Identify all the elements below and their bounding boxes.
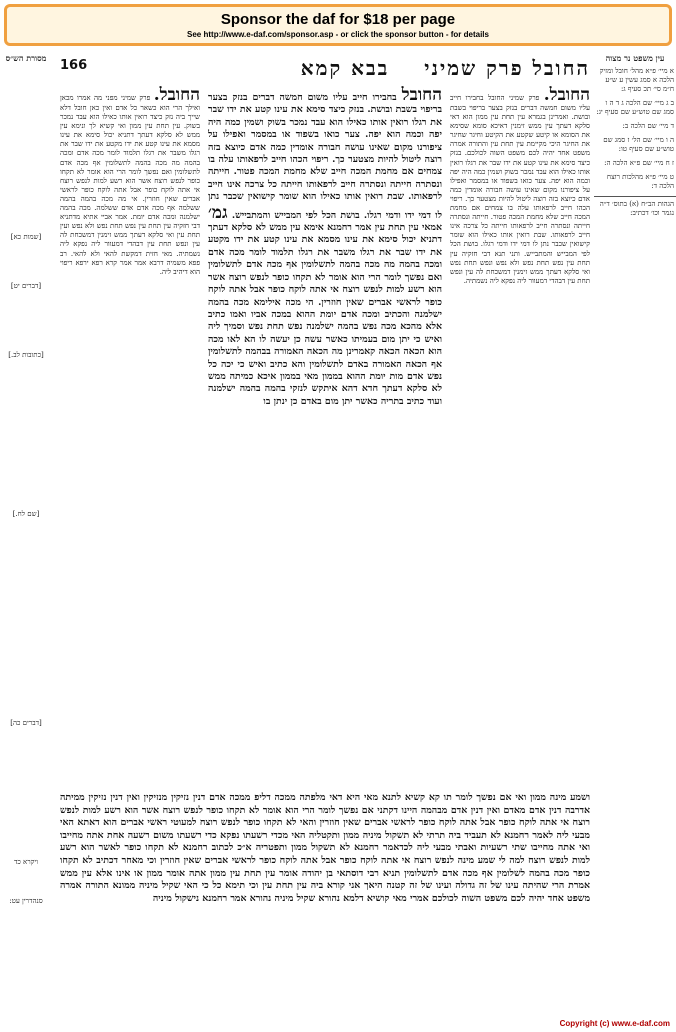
rashi-opening-word: החובל. <box>543 86 590 105</box>
margin-reference: [שם לח.] <box>12 510 40 518</box>
margin-reference: [דברים יט] <box>10 282 42 290</box>
tosafot-text: פרק שמיני מפני מה אמרו מכאן ואילך הרי הוא כשאר כל אדם ואין כאן חובל דלא שייך ביה נזק כיצד רואין אותו כאילו הוא עבד נמכר בשוק. עין תחת עין ממון ואי קשיא לך ונימא עין ממש לא סלקא דעתך דתניא יכול סימא את עינו מסמא את עינו קטע את ידו מקטע את ידו שבר את רגלו משבר את רגלו תלמוד לומר מכה אדם ומכה בהמה מה מכה בהמה לתשלומין אף מכה אדם לתשלומין ואם נפשך לומר הרי הוא אומר לא תקחו כופר לנפש רוצח אשר הוא רשע למות לנפש רוצח אי אתה לוקח כופר אבל אתה לוקח כופר לראשי אברים שאין חוזרין. אי מה מכה בהמה בהמה ששלמה אף מכה אדם אדם ששלמה. מכה בהמה ישלמנה ומכה אדם יומת. אמר אביי אתיא מדתניא דבי חזקיה עין תחת עין נפש תחת נפש ולא נפש ועין תחת עין ואי סלקא דעתך ממש זימנין דמשכחת לה עין ונפש תחת עין דבהדי דמעוור ליה נפקא ליה נשמתיה. מאי חזית דמקשת להאי ולא להאי. רב פפא משמיה דרבא אמר אמר קרא רפא ירפא ריפוי הוא דיהיב ליה. <box>60 94 200 276</box>
chapter-title <box>301 56 590 81</box>
margin-note: ה ו מיי׳ שם הל׳ ז סמג שם טוש״ע שם סעיף טו: <box>603 136 674 153</box>
margin-note: ב ג מיי׳ שם הלכה ג ד ה ו סמג שם טוש״ע שם סעיף יג: <box>596 99 674 116</box>
talmud-page <box>0 50 676 1032</box>
text-area <box>60 86 590 1011</box>
margin-reference: [כתובות לב.] <box>8 351 44 359</box>
masoret-hashas-margin <box>0 50 52 1015</box>
gemara-marker: גמ׳ <box>208 202 228 223</box>
margin-reference: [דברים כה] <box>10 719 42 727</box>
margin-note: ט מיי׳ פ״א מהלכות רוצח הלכה ד: <box>606 173 674 190</box>
chapter-name: החובל פרק שמיני <box>424 56 590 80</box>
gemara-text: אמאי עין תחת עין אמר רחמנא אימא עין ממש לא סלקא דעתך דתניא יכול סימא את עינו מסמא את עינו קטע את ידו מקטע את ידו שבר את רגלו משבר את רגלו תלמוד לומר מכה אדם ומכה בהמה מה מכה בהמה לתשלומין אף מכה אדם לתשלומין ואם נפשך לומר הרי הוא אומר לא תקחו כופר לנפש רוצח אשר הוא רשע למות לנפש רוצח אי אתה לוקח כופר אבל אתה לוקח כופר לראשי אברים שאין חוזרין. הי מכה אילימא מכה בהמה ישלמנה והכתיב ומכה אדם יומת ההוא במכה אביו ואמו כתיב אלא מהכא מכה נפש בהמה ישלמנה נפש תחת נפש וסמיך ליה ואיש כי יתן מום בעמיתו כאשר עשה כן יעשה לו הא לאו מכה הוא הכאה הכאה קאמרינן מה הכאה האמורה בבהמה לתשלומין אף הכאה האמורה באדם לתשלומין והא כתיב ואיש כי יכה כל נפש אדם מות יומת ההוא בממון מאי בממון איכא כמיתה ממש לא סלקא דעתך חדא דהא איתקש לנזקי בהמה בהמה ישלמנה ועוד כתיב בתריה כאשר יתן מום באדם כן ינתן בו <box>208 222 442 407</box>
margin-reference: [שמות כא] <box>10 233 42 241</box>
ein-mishpat-margin <box>594 50 676 1015</box>
masoret-header: מסורת הש״ס <box>5 53 47 63</box>
tosafot-opening-word: החובל. <box>153 86 200 105</box>
margin-reference: ויקרא כד <box>13 858 39 866</box>
copyright-notice: Copyright (c) www.e-daf.com <box>559 1019 670 1028</box>
margin-reference: סנהדרין עט: <box>9 897 43 905</box>
sponsor-banner[interactable] <box>4 4 672 46</box>
rashi-text: פרק שמיני החובל בחבירו חייב עליו משום חמשה דברים בנזק בצער בריפוי בשבת ובושת. ואמרינן בגמרא עין תחת עין ממון הוא דאי סלקא דעתך עין ממש זימנין דאיכא סומא שסימא את הסומא או קיטע שקטע את הקיטע וחיגר שחיגר את החיגר היכי מקיימת עין תחת עין והתורה אמרה משפט אחד יהיה לכם משפט השוה לכולכם. בנזק כיצד סימא את עינו קטע את ידו שבר את רגלו רואין אותו כאילו הוא עבד נמכר בשוק ושמין כמה היה יפה וכמה הוא יפה. צער כואו בשפוד או במסמר ואפילו על ציפורנו מקום שאינו עושה חבורה אומדין כמה אדם כיוצא בזה רוצה ליטול להיות מצטער כך. ריפוי הכהו חייב לרפאותו עלה בו צמחים אם מחמת המכה חייב שלא מחמת המכה פטור. חייתה ונסתרה חייתה ונסתרה חייב לרפאותו חייתה כל צרכה אינו חייב לרפאותו. שבת רואין אותו כאילו הוא שומר קישואין שכבר נתן לו דמי ידו ודמי רגלו. בושת הכל לפי המבייש והמתבייש. ותני תנא דבי חזקיה עין תחת עין נפש תחת נפש ולא נפש ונפש תחת נפש ואי סלקא דעתך ממש זימנין דמשכחת לה עין ונפש תחת עין דבהדי דמעוור ליה נפקא ליה נשמתיה. <box>450 94 590 285</box>
tractate-name: בבא קמא <box>300 56 390 80</box>
margin-note: ד מיי׳ שם הלכה ב: <box>622 122 674 130</box>
sponsor-subtitle: See http://www.e-daf.com/sponsor.asp - or click the sponsor button - for details <box>187 30 489 39</box>
page-header <box>60 56 590 80</box>
page-number: 166 <box>60 58 88 73</box>
sponsor-title: Sponsor the daf for $18 per page <box>220 11 456 28</box>
gemara-wide-block: ושמע מינה ממון ואי אם נפשך לומר תו קא קשיא לתנא מאי היא דאי מלפתה ממכה דליפ ממכה אדם דנין נזיקין מנזיקין ואין דנין נזיקין ממיתה אדרבה דנין אדם מאדם ואין דנין אדם מבהמה היינו דקתני אם נפשך לומר הרי הוא אומר לא תקחו כופר לנפש רוצח אשר הוא רשע למות לנפש רוצח אי אתה לוקח כופר אבל אתה לוקח כופר לראשי אברים שאין חוזרין והאי לא תקחו כופר לנפש רוצח למעוטי ראשי אברים הוא דאתא האי מבעי ליה לאמר רחמנא לא תעביד ביה תרתי לא תשקול מיניה ממון ותקטליה האי מכדי רשעתו נפקא כדי רשעתו משום רשעה אחת אתה מחייבו ואי אתה מחייבו שתי רשעיות ואבתי מבעי ליה לכדאמר רחמנא לא תשקול ממון ותפטריה א״כ לכתוב רחמנא לא תקחו כופר לאשר הוא רשע למות לנפש רוצח למה לי שמע מינה לנפש רוצח אי אתה לוקח כופר אבל אתה לוקח כופר לראשי אברים שאין חוזרין וכי מאחר דכתיב לא תקחו כופר מכה בהמה לשלומין אף מכה אדם לתשלומין תניא רבי דוסתאי בן יהודה אומר עין תחת עין ממון אתה אומר ממון או אינו אלא עין ממש אמרת הרי שהיתה עינו של זה גדולה ועינו של זה קטנה היאך אני קורא ביה עין תחת עין וכי תימא כל כי האי שקיל מיניה ממונא התורה אמרה משפט אחד יהיה לכם משפט השוה לכולכם אמרי מאי קושיא דלמא נהורא שקיל מיניה נהורא אמר רחמנא נישקול מיניה <box>60 792 590 904</box>
gemara-column <box>208 86 442 786</box>
hagahot-note: הגהות הב״ח (א) בתוס׳ ד״ה נגמר וכו׳ דכתיב: <box>599 200 674 217</box>
margin-note: א מיי׳ פ״א מהל׳ חובל ומזיק הלכה א סמג עשין ע ש״ע ח״מ סי׳ תכ סעיף ג: <box>599 67 674 93</box>
ein-mishpat-header: עין משפט נר מצוה <box>605 53 665 63</box>
margin-note: ז ח מיי׳ שם פ״א הלכה ה: <box>604 159 674 167</box>
mishnah-text: בחבירו חייב עליו משום חמשה דברים בנזק בצער בריפוי בשבת ובושת. בנזק כיצד סימא את עינו קטע את ידו שבר את רגלו רואין אותו כאילו הוא עבד נמכר בשוק ושמין כמה היה יפה וכמה הוא יפה. צער כואו בשפוד או במסמר ואפילו על ציפורנו מקום שאינו עושה חבורה אומדין כמה אדם כיוצא בזה רוצה ליטול להיות מצטער כך. ריפוי הכהו חייב לרפאותו עלה בו צמחים אם מחמת המכה חייב שלא מחמת המכה פטור. חייתה ונסתרה חייתה ונסתרה חייב לרפאותו חייתה כל צרכה אינו חייב לרפאותו. שבת רואין אותו כאילו הוא שומר קישואין שכבר נתן לו דמי ידו ודמי רגלו. בושת הכל לפי המבייש והמתבייש. <box>208 92 442 221</box>
mishnah-opening-word: החובל <box>401 86 442 105</box>
